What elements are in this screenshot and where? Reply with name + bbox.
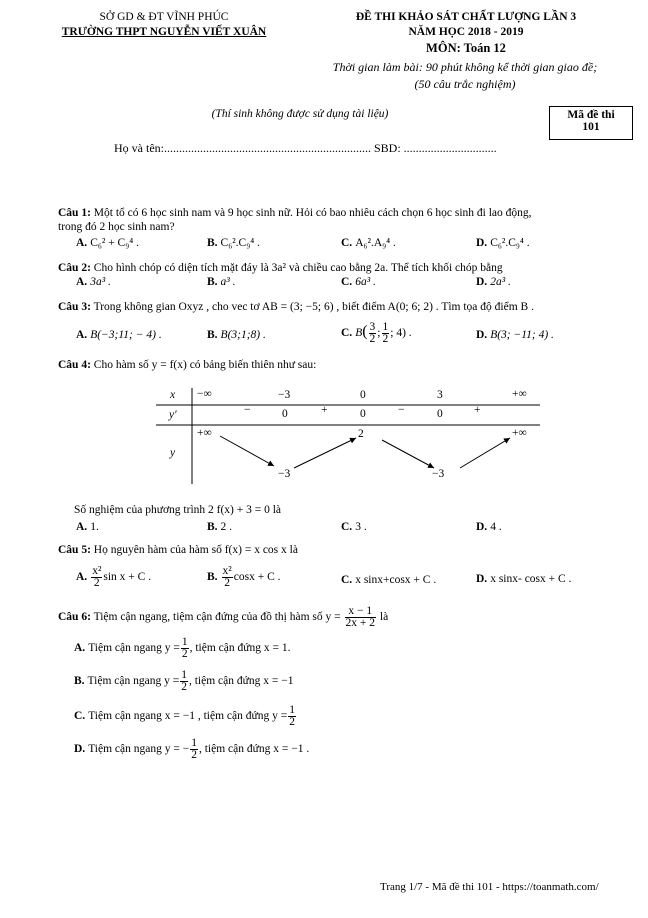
q1-option-b[interactable]: B. C₆².C₉⁴ . [207, 237, 260, 249]
bbt-x-val: −3 [278, 389, 291, 401]
school-year: NĂM HỌC 2018 - 2019 [408, 26, 524, 38]
decrease-arrow [220, 436, 274, 466]
bbt-sign: 0 [282, 408, 288, 420]
q2-option-b[interactable]: B. a³ . [207, 276, 236, 288]
question-5 [58, 543, 628, 557]
bbt-x-val: +∞ [512, 388, 527, 400]
question-text: trong đó 2 học sinh nam? [58, 221, 175, 233]
subject: MÔN: Toán 12 [426, 41, 506, 55]
q5-option-b[interactable]: B. $\frac{\text{x²}}{2}$ cosx + C . [207, 565, 281, 589]
question-label: Câu 6: [58, 611, 91, 624]
bbt-sign: − [244, 404, 251, 416]
q4-followup: Số nghiệm của phương trình 2 f(x) + 3 = 0 là [74, 504, 282, 516]
question-text: Họ nguyên hàm của hàm số f(x) = x cos x là [93, 544, 298, 556]
question-label: Câu 1: [58, 207, 91, 219]
q2-option-c[interactable]: C. 6a³ . [341, 276, 376, 288]
q4-option-b[interactable]: B. 2 . [207, 521, 233, 533]
bbt-sign: + [474, 404, 481, 416]
duration: Thời gian làm bài: 90 phút không kể thời gian giao đề; [332, 60, 598, 74]
bbt-y-val: +∞ [512, 427, 527, 439]
q3-option-b[interactable]: B. B(3;1;8) . [207, 329, 266, 341]
q6-option-d[interactable]: D. Tiệm cận ngang y = − $\frac{1}{2}$ , tiệm cận đứng x = −1 . [74, 737, 310, 761]
q1-option-c[interactable]: C. A₆².A₉⁴ . [341, 237, 396, 249]
increase-arrow [294, 438, 356, 468]
no-documents-note: (Thí sinh không được sử dụng tài liệu) [211, 108, 389, 120]
q6-option-a[interactable]: A. Tiệm cận ngang y = $\frac{1}{2}$ , tiệm cận đứng x = 1. [74, 636, 291, 660]
q5-option-c[interactable]: C. x sinx+cosx + C . [341, 574, 437, 586]
bbt-y-label: y [170, 447, 176, 459]
bbt-sign: 0 [437, 408, 443, 420]
question-text: là [379, 611, 389, 624]
decrease-arrow [382, 440, 434, 468]
school-name: TRƯỜNG THPT NGUYỄN VIẾT XUÂN [61, 26, 267, 38]
bbt-y-val: −3 [278, 468, 291, 480]
q3-option-c[interactable]: C. B( $\frac{3}{2}$ ; $\frac{1}{2}$ ; 4) . [341, 321, 412, 345]
question-count: (50 câu trắc nghiệm) [414, 77, 516, 91]
exam-title: ĐỀ THI KHẢO SÁT CHẤT LƯỢNG LẦN 3 [355, 11, 577, 23]
bbt-yp-label: y′ [169, 409, 177, 421]
bbt-sign: − [398, 404, 405, 416]
q4-option-d[interactable]: D. 4 . [476, 521, 502, 533]
q5-option-d[interactable]: D. x sinx- cosx + C . [476, 573, 572, 585]
question-text: Tiệm cận ngang, tiệm cận đứng của đồ thị hàm số y = [93, 611, 341, 624]
question-3 [58, 300, 628, 314]
question-4 [58, 358, 628, 372]
q6-option-c[interactable]: C. Tiệm cận ngang x = −1 , tiệm cận đứng y = $\frac{1}{2}$ [74, 704, 295, 728]
bbt-y-val: 2 [358, 428, 364, 440]
name-sbd-line: Họ và tên:..................................................................... SBD: ............................... [114, 141, 497, 155]
question-1 [58, 206, 628, 234]
q2-option-a[interactable]: A. 3a³ . [76, 276, 111, 288]
increase-arrow [460, 438, 510, 468]
question-text: Cho hàm số y = f(x) có bảng biến thiên như sau: [93, 359, 317, 371]
bbt-x-label: x [170, 389, 176, 401]
page-footer: Trang 1/7 - Mã đề thi 101 - https://toanmath.com/ [380, 881, 599, 893]
bbt-x-val: 0 [360, 389, 366, 401]
bbt-x-val: −∞ [197, 388, 212, 400]
question-6: Câu 6: Tiệm cận ngang, tiệm cận đứng của đồ thị hàm số y = $\frac{x - 1}{2x + 2}$ là [58, 605, 389, 629]
question-label: Câu 5: [58, 544, 91, 556]
bbt-sign: 0 [360, 408, 366, 420]
q3-option-a[interactable]: A. B(−3;11; − 4) . [76, 329, 162, 341]
question-text: Trong không gian Oxyz , cho vec tơ AB = (3; −5; 6) , biết điểm A(0; 6; 2) . Tìm tọa độ điểm B . [93, 301, 534, 313]
q6-option-b[interactable]: B. Tiệm cận ngang y = $\frac{1}{2}$ , tiệm cận đứng x = −1 [74, 669, 294, 693]
question-text: Cho hình chóp có diện tích mặt đáy là 3a² và chiều cao bằng 2a. Thể tích khối chóp bằng [93, 262, 503, 274]
exam-code-label: Mã đề thi [567, 109, 615, 121]
q4-option-c[interactable]: C. 3 . [341, 521, 367, 533]
q3-option-d[interactable]: D. B(3; −11; 4) . [476, 329, 554, 341]
exam-code-box [549, 106, 633, 140]
question-label: Câu 3: [58, 301, 91, 313]
bbt-x-val: 3 [437, 389, 443, 401]
dept-name: SỞ GD & ĐT VĨNH PHÚC [99, 11, 229, 23]
q1-option-a[interactable]: A. C₆² + C₉⁴ . [76, 237, 139, 249]
bbt-y-val: +∞ [197, 427, 212, 439]
bbt-sign: + [321, 404, 328, 416]
q4-option-a[interactable]: A. 1. [76, 521, 99, 533]
question-2 [58, 261, 628, 275]
question-text: Một tổ có 6 học sinh nam và 9 học sinh nữ. Hỏi có bao nhiêu cách chọn 6 học sinh đi lao động, [93, 207, 532, 219]
q1-option-d[interactable]: D. C₆².C₉⁴ . [476, 237, 530, 249]
q5-option-a[interactable]: A. $\frac{\text{x²}}{2}$ sin x + C . [76, 565, 152, 589]
question-label: Câu 2: [58, 262, 91, 274]
q2-option-d[interactable]: D. 2a³ . [476, 276, 511, 288]
bbt-y-val: −3 [432, 468, 445, 480]
question-label: Câu 4: [58, 359, 91, 371]
exam-code-value: 101 [582, 121, 600, 133]
